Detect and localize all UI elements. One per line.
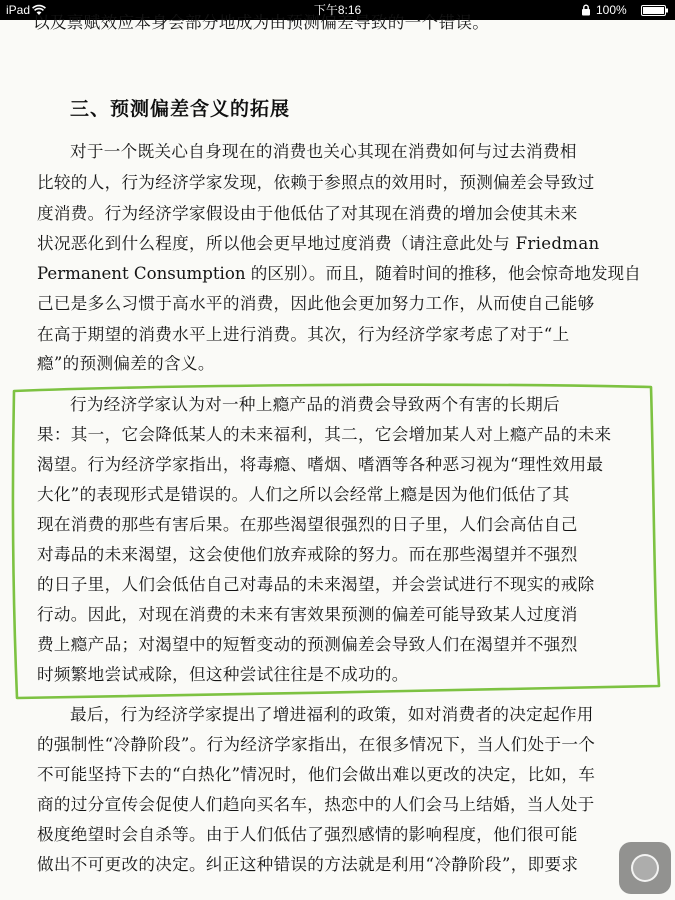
text-line: 己已是多么习惯于高水平的消费，因此他会更加努力工作，从而使自己能够 (37, 294, 595, 313)
text-line: 现在消费的那些有害后果。在那些渴望很强烈的日子里，人们会高估自己 (37, 515, 578, 534)
text-line: 在高于期望的消费水平上进行消费。其次，行为经济学家考虑了对于“上 (37, 325, 570, 344)
section-heading: 三、预测偏差含义的拓展 (70, 98, 291, 120)
device-label: iPad (6, 3, 31, 17)
text-line: 做出不可更改的决定。纠正这种错误的方法就是利用“冷静阶段”，即要求 (37, 855, 579, 874)
text-line: 以及禀赋效应本身会部分地成为由预测偏差导致的一个错误。 (33, 13, 490, 32)
battery-percentage: 100% (596, 3, 627, 17)
text-line: 果：其一，它会降低某人的未来福利，其二，它会增加某人对上瘾产品的未来 (37, 425, 612, 444)
book-page[interactable] (0, 13, 675, 900)
text-line: 费上瘾产品；对渴望中的短暂变动的预测偏差会导致人们在渴望并不强烈 (37, 635, 578, 654)
text-line: 比较的人，行为经济学家发现，依赖于参照点的效用时，预测偏差会导致过 (37, 173, 595, 192)
text-line: 最后，行为经济学家提出了增进福利的政策，如对消费者的决定起作用 (70, 705, 594, 724)
clock: 下午8:16 (313, 3, 362, 17)
home-ring-icon (631, 854, 659, 882)
battery-icon (641, 5, 669, 16)
text-line: 状况恶化到什么程度，所以他会更早地过度消费（请注意此处与 Friedman (37, 234, 600, 253)
text-line: 渴望。行为经济学家指出，将毒瘾、嗜烟、嗜酒等各种恶习视为“理性效用最 (37, 455, 604, 474)
text-line: 对毒品的未来渴望，这会使他们放弃戒除的努力。而在那些渴望并不强烈 (37, 545, 578, 564)
text-line: 行为经济学家认为对一种上瘾产品的消费会导致两个有害的长期后 (70, 395, 560, 414)
text-line: 大化”的表现形式是错误的。人们之所以会经常上瘾是因为他们低估了其 (37, 485, 570, 504)
assistive-touch-button[interactable] (619, 842, 671, 894)
text-line: 行动。因此，对现在消费的未来有害效果预测的偏差可能导致某人过度消 (37, 605, 578, 624)
rotation-lock-icon (581, 4, 591, 16)
text-line: 度消费。行为经济学家假设由于他低估了对其现在消费的增加会使其未来 (37, 204, 578, 223)
text-line: 商的过分宣传会促使人们趋向买名车，热恋中的人们会马上结婚，当人处于 (37, 795, 595, 814)
text-line: 对于一个既关心自身现在的消费也关心其现在消费如何与过去消费相 (70, 142, 577, 161)
text-line: Permanent Consumption 的区别）。而且，随着时间的推移，他会惊奇地发现自 (37, 264, 641, 283)
text-line: 不可能坚持下去的“白热化”情况时，他们会做出难以更改的决定，比如，车 (37, 765, 596, 784)
text-line: 的强制性“冷静阶段”。行为经济学家指出，在很多情况下，当人们处于一个 (37, 735, 596, 754)
text-line: 的日子里，人们会低估自己对毒品的未来渴望，并会尝试进行不现实的戒除 (37, 575, 595, 594)
text-line: 极度绝望时会自杀等。由于人们低估了强烈感情的影响程度，他们很可能 (37, 825, 578, 844)
text-line: 时频繁地尝试戒除，但这种尝试往往是不成功的。 (37, 665, 409, 684)
text-line: 瘾”的预测偏差的含义。 (37, 354, 215, 373)
